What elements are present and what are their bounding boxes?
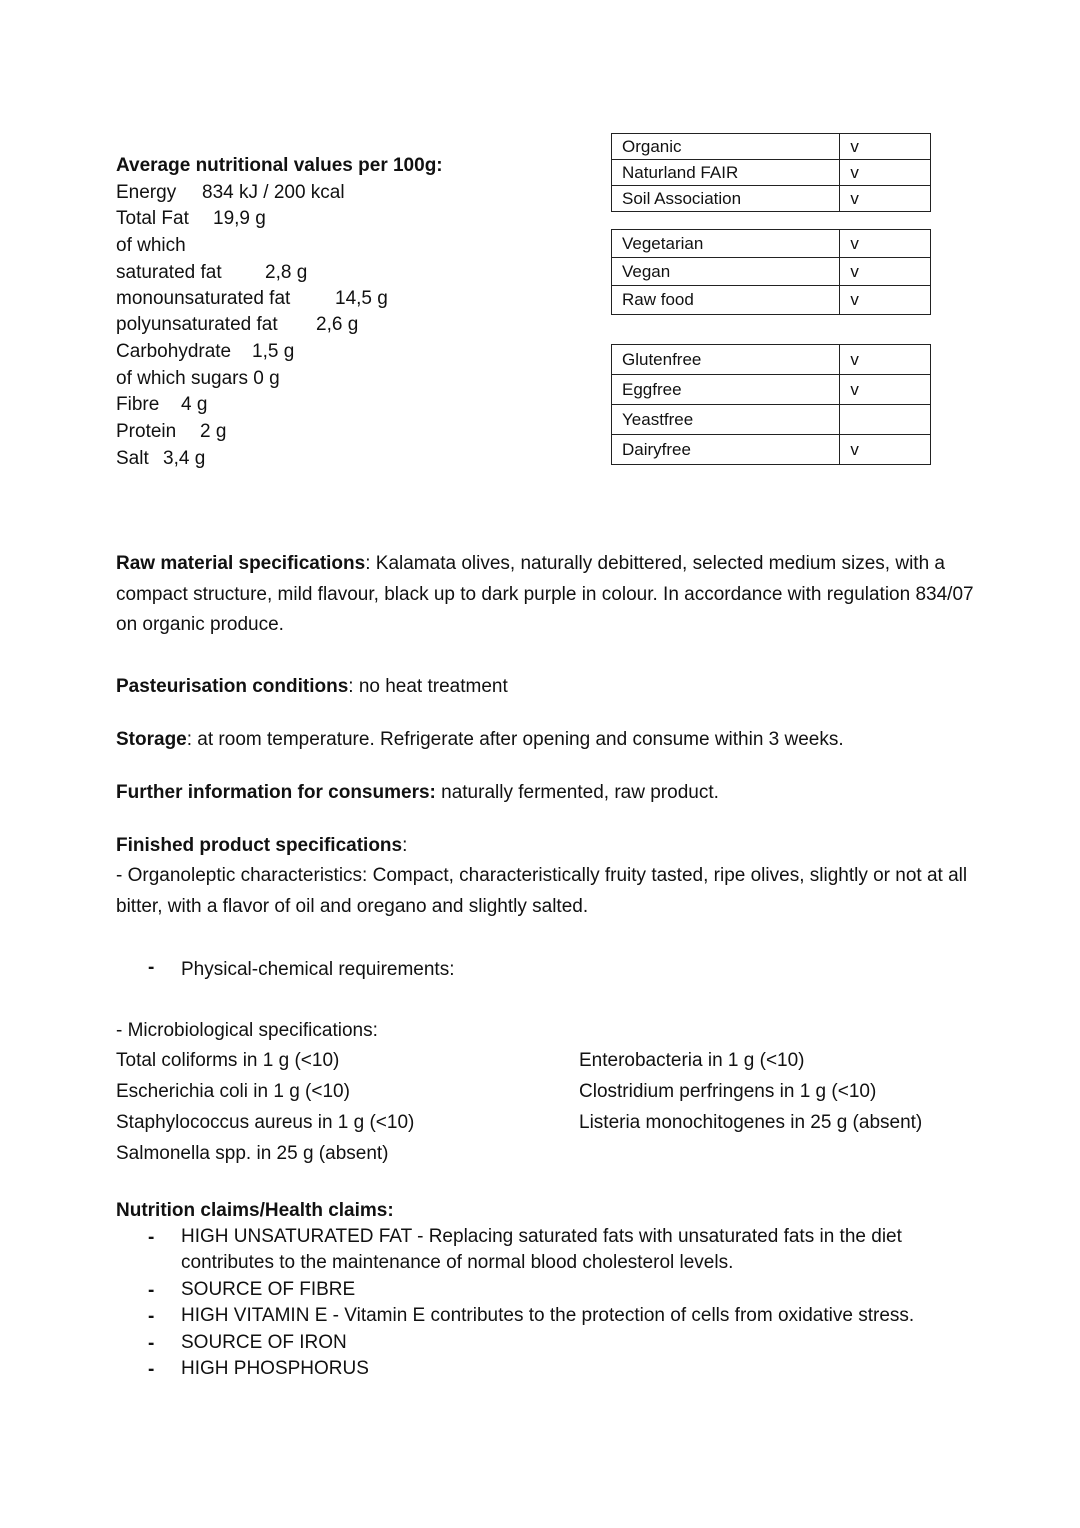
- table-row: [612, 345, 931, 375]
- micro-right-item: Enterobacteria in 1 g (<10): [579, 1050, 805, 1071]
- nutrition-row-of-which: [116, 233, 186, 259]
- cert-name: Vegetarian: [612, 230, 840, 258]
- nutrition-row-monounsaturated-fat: [116, 286, 388, 312]
- cert-mark: v: [840, 345, 931, 375]
- micro-left-item: Total coliforms in 1 g (<10): [116, 1050, 340, 1071]
- nutrition-value: 14,5 g: [335, 288, 388, 309]
- claim-bullet: -: [148, 1359, 155, 1380]
- further-info-label: Further information for consumers:: [116, 782, 436, 803]
- microbiological-heading: - Microbiological specifications:: [116, 1020, 378, 1041]
- nutrition-label: Salt: [116, 448, 149, 469]
- nutrition-value: 2 g: [200, 421, 227, 442]
- cert-mark: v: [840, 258, 931, 286]
- organoleptic-paragraph: - Organoleptic characteristics: Compact, characteristically fruity tasted, ripe olives, slightly or not at all bitter, with a flavor of oil and oregano and slightly salted.: [116, 865, 968, 917]
- micro-left-item: Escherichia coli in 1 g (<10): [116, 1081, 350, 1102]
- nutrition-label: of which sugars 0 g: [116, 368, 280, 389]
- claim-bullet: -: [148, 1333, 155, 1354]
- table-row: [612, 258, 931, 286]
- nutrition-row-energy: [116, 180, 345, 206]
- claim-item: HIGH VITAMIN E - Vitamin E contributes to the protection of cells from oxidative stress.: [181, 1305, 915, 1326]
- nutrition-label: Energy: [116, 182, 177, 203]
- table-row: [612, 186, 931, 212]
- certification-table-organic: [611, 133, 931, 212]
- cert-name: Soil Association: [612, 186, 840, 212]
- nutrition-row-sugars: [116, 366, 280, 392]
- cert-mark: v: [840, 134, 931, 160]
- nutrition-value: 834 kJ / 200 kcal: [202, 182, 345, 203]
- nutrition-row-total-fat: [116, 206, 266, 232]
- storage-text: : at room temperature. Refrigerate after opening and consume within 3 weeks.: [186, 729, 844, 750]
- nutrition-value: 2,6 g: [316, 314, 359, 335]
- cert-name: Organic: [612, 134, 840, 160]
- micro-right-item: Listeria monochitogenes in 25 g (absent): [579, 1112, 923, 1133]
- nutrition-label: polyunsaturated fat: [116, 314, 278, 335]
- raw-material-paragraph: [116, 549, 986, 641]
- table-row: [612, 160, 931, 186]
- claim-item: HIGH UNSATURATED FAT - Replacing saturated fats with unsaturated fats in the diet: [181, 1226, 902, 1247]
- nutrition-row-fibre: [116, 392, 208, 418]
- nutrition-value: 1,5 g: [252, 341, 295, 362]
- nutrition-label: saturated fat: [116, 262, 222, 283]
- nutrition-row-polyunsaturated-fat: [116, 312, 359, 338]
- storage-label: Storage: [116, 729, 187, 750]
- nutrition-label: Fibre: [116, 394, 160, 415]
- table-row: [612, 134, 931, 160]
- nutrition-label: Protein: [116, 421, 177, 442]
- cert-name: Yeastfree: [612, 405, 840, 435]
- claim-item-continuation: contributes to the maintenance of normal blood cholesterol levels.: [181, 1252, 734, 1273]
- cert-mark: v: [840, 186, 931, 212]
- cert-name: Raw food: [612, 286, 840, 315]
- cert-name: Dairyfree: [612, 435, 840, 465]
- nutrition-row-carbohydrate: [116, 339, 295, 365]
- nutrition-heading: Average nutritional values per 100g:: [116, 155, 443, 176]
- nutrition-value: 19,9 g: [213, 208, 266, 229]
- nutrition-value: 4 g: [181, 394, 208, 415]
- cert-mark: v: [840, 230, 931, 258]
- nutrition-label: Carbohydrate: [116, 341, 232, 362]
- physical-dash: -: [148, 957, 155, 978]
- table-row: [612, 405, 931, 435]
- cert-name: Naturland FAIR: [612, 160, 840, 186]
- nutrition-row-saturated-fat: [116, 260, 308, 286]
- table-row: [612, 375, 931, 405]
- claims-heading: Nutrition claims/Health claims:: [116, 1200, 394, 1221]
- storage-line: [116, 727, 844, 753]
- table-row: [612, 230, 931, 258]
- finished-product-label: Finished product specifications: [116, 835, 403, 856]
- nutrition-row-salt: [116, 446, 206, 472]
- cert-mark: v: [840, 160, 931, 186]
- nutrition-label: Total Fat: [116, 208, 189, 229]
- nutrition-value: 2,8 g: [265, 262, 308, 283]
- claim-bullet: -: [148, 1227, 155, 1248]
- table-row: [612, 435, 931, 465]
- micro-right-item: Clostridium perfringens in 1 g (<10): [579, 1081, 877, 1102]
- finished-product-heading: [116, 833, 407, 859]
- finished-product-colon: :: [402, 835, 408, 856]
- physical-chemical-text: Physical-chemical requirements:: [181, 959, 455, 980]
- cert-mark: v: [840, 286, 931, 315]
- certification-table-diet: [611, 229, 931, 315]
- nutrition-label: monounsaturated fat: [116, 288, 291, 309]
- claim-item: HIGH PHOSPHORUS: [181, 1358, 369, 1379]
- table-row: [612, 286, 931, 315]
- raw-material-text: : Kalamata olives, naturally debittered, selected medium sizes, with a compact structure, mild flavour, black up to dark purple in colour. In accordance with regulation 834/07 on organic produce.: [116, 553, 974, 635]
- raw-material-label: Raw material specifications: [116, 553, 366, 574]
- nutrition-label: of which: [116, 235, 186, 256]
- nutrition-row-protein: [116, 419, 227, 445]
- nutrition-value: 3,4 g: [163, 448, 206, 469]
- certification-table-free-from: [611, 344, 931, 465]
- pasteurisation-text: : no heat treatment: [348, 676, 508, 697]
- pasteurisation-label: Pasteurisation conditions: [116, 676, 349, 697]
- cert-name: Glutenfree: [612, 345, 840, 375]
- claim-item: SOURCE OF IRON: [181, 1332, 347, 1353]
- claim-bullet: -: [148, 1306, 155, 1327]
- claim-item: SOURCE OF FIBRE: [181, 1279, 356, 1300]
- micro-left-item: Salmonella spp. in 25 g (absent): [116, 1143, 389, 1164]
- further-info-line: [116, 780, 719, 806]
- claim-bullet: -: [148, 1280, 155, 1301]
- cert-mark: v: [840, 375, 931, 405]
- further-info-text: naturally fermented, raw product.: [435, 782, 719, 803]
- micro-left-item: Staphylococcus aureus in 1 g (<10): [116, 1112, 415, 1133]
- cert-mark: v: [840, 435, 931, 465]
- cert-name: Eggfree: [612, 375, 840, 405]
- cert-name: Vegan: [612, 258, 840, 286]
- cert-mark: [840, 405, 931, 435]
- pasteurisation-line: [116, 674, 508, 700]
